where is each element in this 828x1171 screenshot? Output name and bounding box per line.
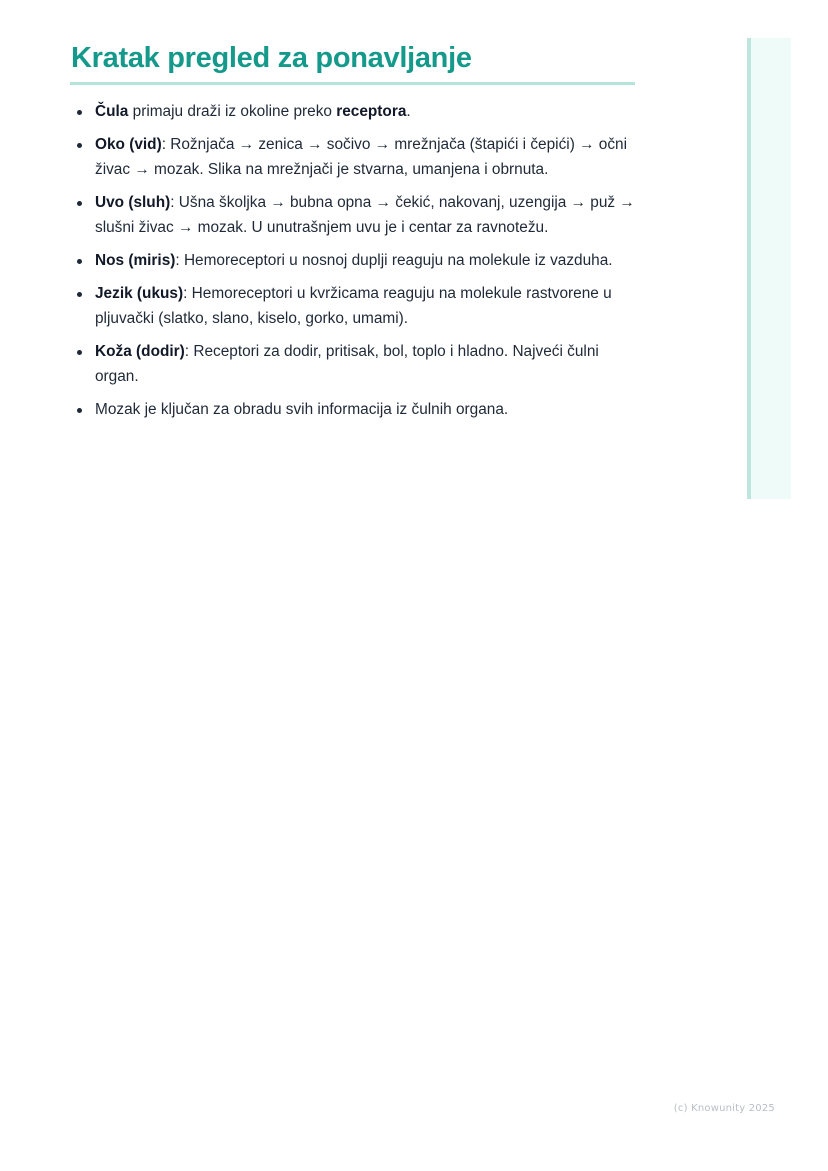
list-item xyxy=(70,132,635,182)
item-text: : Rožnjača → zenica → sočivo → mrežnjača (štapići i čepići) → očni živac → mozak. Slika na mrežnjači je stvarna, umanjena i obrnuta. xyxy=(95,136,627,178)
item-text: Mozak je ključan za obradu svih informacija iz čulnih organa. xyxy=(95,401,509,418)
item-text: : Hemoreceptori u nosnoj duplji reaguju na molekule iz vazduha. xyxy=(175,252,613,269)
item-text: : Receptori za dodir, pritisak, bol, toplo i hladno. Najveći čulni organ. xyxy=(95,343,599,385)
term: Čula xyxy=(95,103,129,120)
list-item xyxy=(70,397,635,422)
list-item xyxy=(70,190,635,240)
summary-section xyxy=(70,36,635,430)
summary-list xyxy=(70,99,635,422)
side-note-panel xyxy=(747,38,791,499)
term: receptora xyxy=(336,103,407,120)
term: Koža (dodir) xyxy=(95,343,185,360)
list-item xyxy=(70,339,635,389)
page-title: Kratak pregled za ponavljanje xyxy=(70,36,635,85)
term: Oko (vid) xyxy=(95,136,162,153)
term: Jezik (ukus) xyxy=(95,285,184,302)
item-text: : Hemoreceptori u kvržicama reaguju na molekule rastvorene u pljuvački (slatko, slano, kiselo, gorko, umami). xyxy=(95,285,612,327)
term: Nos (miris) xyxy=(95,252,176,269)
copyright-footer: (c) Knowunity 2025 xyxy=(673,1103,775,1114)
term: Uvo (sluh) xyxy=(95,194,171,211)
item-text: : Ušna školjka → bubna opna → čekić, nakovanj, uzengija → puž → slušni živac → mozak. U unutrašnjem uvu je i centar za ravnotežu. xyxy=(95,194,635,236)
list-item xyxy=(70,248,635,273)
list-item xyxy=(70,281,635,331)
item-text: . xyxy=(406,103,411,120)
list-item xyxy=(70,99,635,124)
item-text: primaju draži iz okoline preko xyxy=(128,103,337,120)
